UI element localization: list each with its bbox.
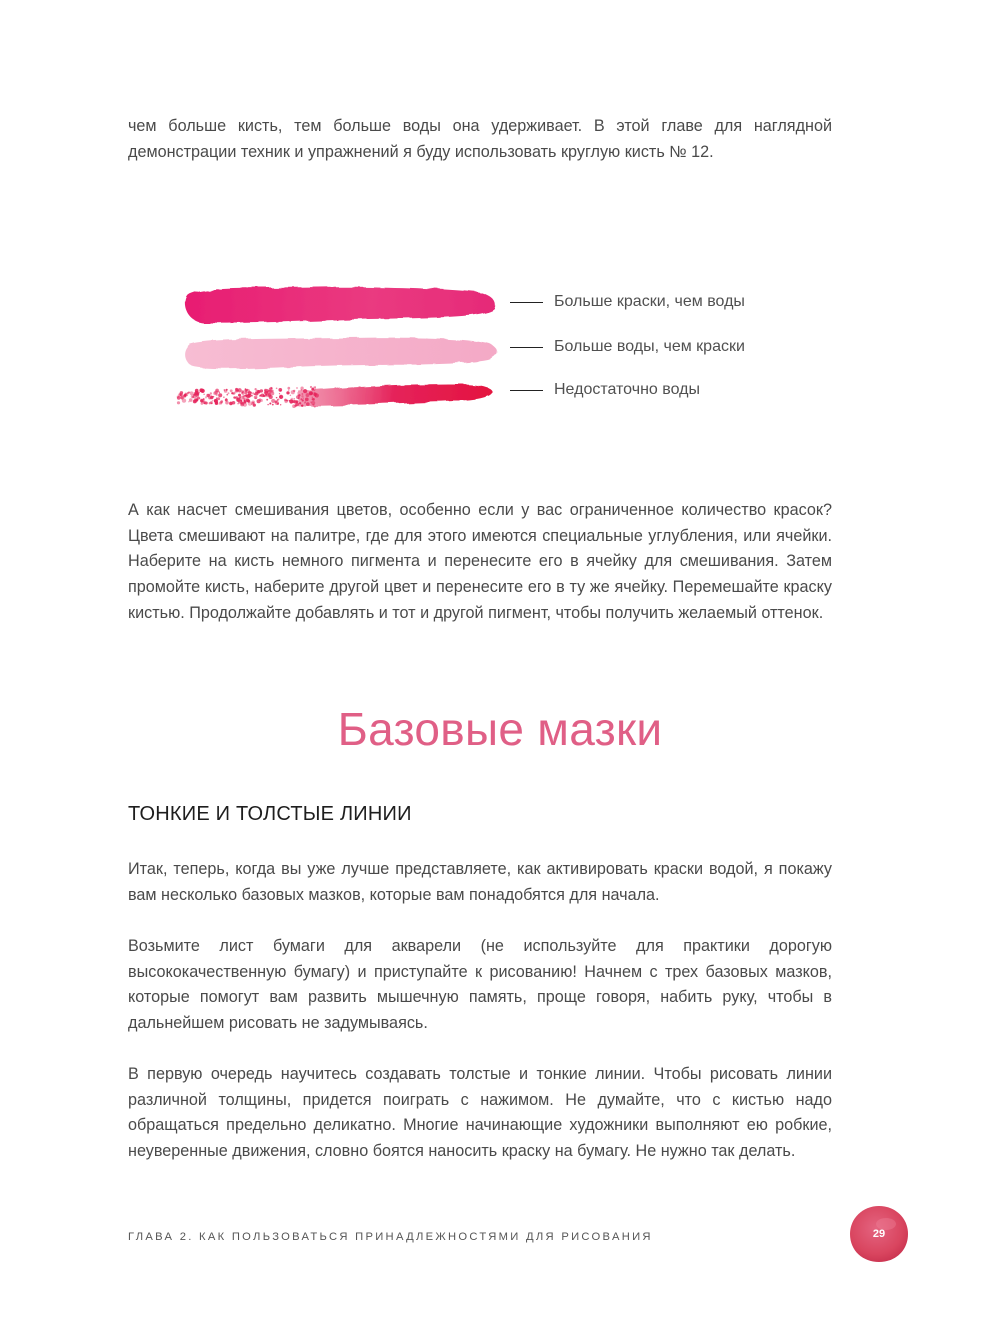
dry-brush-speck bbox=[232, 401, 236, 405]
leader-line-2 bbox=[510, 347, 543, 348]
dry-brush-speck bbox=[294, 398, 295, 399]
dry-brush-speck bbox=[253, 403, 256, 406]
page-number: 29 bbox=[872, 1228, 886, 1240]
dry-brush-speck bbox=[225, 401, 229, 405]
dry-brush-speck bbox=[230, 389, 233, 392]
dry-brush-speck bbox=[289, 399, 293, 403]
dry-brush-speck bbox=[232, 392, 235, 395]
dry-brush-speck bbox=[205, 401, 208, 404]
dry-brush-speck bbox=[314, 390, 316, 392]
dry-brush-speck bbox=[209, 402, 211, 404]
stroke-illustration bbox=[148, 198, 808, 470]
dry-brush-speck bbox=[267, 404, 268, 405]
dry-brush-speck bbox=[278, 388, 282, 392]
dry-brush-speck bbox=[301, 393, 303, 395]
dry-brush-speck bbox=[312, 398, 315, 401]
dry-brush-speck bbox=[214, 390, 218, 394]
dry-brush-speck bbox=[254, 395, 258, 399]
dry-brush-speck bbox=[300, 398, 302, 400]
paper-paragraph: Возьмите лист бумаги для акварели (не используйте для практики дорогую высококачественную бумагу) и приступайте к рисованию! Начнем с трех базовых мазков, которые помогут вам развить мышечную память, проще говоря, набить руку, чтобы в дальнейшем рисовать не задумываясь. bbox=[128, 937, 832, 1033]
dry-brush-speck bbox=[208, 395, 212, 399]
dry-brush-speck bbox=[277, 399, 278, 400]
dry-brush-speck bbox=[259, 395, 260, 396]
dry-brush-speck bbox=[245, 394, 248, 397]
footer-chapter-title: ГЛАВА 2. КАК ПОЛЬЗОВАТЬСЯ ПРИНАДЛЕЖНОСТЯМИ ДЛЯ РИСОВАНИЯ bbox=[128, 1231, 653, 1243]
section-title: Базовые мазки bbox=[337, 703, 663, 755]
dry-brush-speck bbox=[239, 397, 240, 398]
dry-brush-speck bbox=[226, 394, 227, 395]
dry-brush-speck bbox=[180, 394, 182, 396]
dry-brush-speck bbox=[306, 402, 310, 406]
label-not-enough-water: Недостаточно воды bbox=[554, 381, 700, 398]
dry-brush-speck bbox=[257, 390, 260, 393]
page-number-badge bbox=[848, 1204, 910, 1264]
color-mixing-paragraph: А как насчет смешивания цветов, особенно если у вас ограниченное количество красок? Цвета смешивают на палитре, где для этого имеются специальные углубления, или ячейки. Наберите на кисть немного пигмента и перенесите его в ячейку для смешивания. Затем промойте кисть, наберите другой цвет и перенесите его в ту же ячейку. Перемешайте краску кистью. Продолжайте добавлять и тот и другой пигмент, чтобы получить желаемый оттенок. bbox=[128, 501, 832, 622]
basic-strokes-paragraph: Итак, теперь, когда вы уже лучше представляете, как активировать краски водой, я покажу вам несколько базовых мазков, которые вам понадобятся для начала. bbox=[128, 860, 832, 904]
dry-brush-speck bbox=[306, 393, 310, 397]
dry-brush-speck bbox=[284, 399, 287, 402]
dry-brush-speck bbox=[287, 387, 290, 390]
stroke-more-water bbox=[185, 338, 498, 369]
dry-brush-speck bbox=[260, 399, 263, 402]
dry-brush-speck bbox=[310, 401, 312, 403]
dry-brush-speck bbox=[185, 393, 188, 396]
dry-brush-speck bbox=[315, 393, 319, 397]
stroke-not-enough-water bbox=[298, 384, 492, 406]
dry-brush-speck bbox=[304, 401, 306, 403]
dry-brush-speck bbox=[290, 395, 291, 396]
dry-brush-speck bbox=[301, 404, 303, 406]
dry-brush-speck bbox=[309, 392, 312, 395]
dry-brush-speck bbox=[235, 397, 237, 399]
intro-paragraph: чем больше кисть, тем больше воды она удерживает. В этой главе для наглядной демонстрации техник и упражнений я буду использовать круглую кисть № 12. bbox=[128, 117, 832, 161]
dry-brush-speck bbox=[288, 389, 290, 391]
dry-brush-speck bbox=[314, 406, 316, 408]
dry-brush-speck bbox=[199, 398, 201, 400]
dry-brush-speck bbox=[241, 402, 244, 405]
dry-brush-speck bbox=[299, 402, 301, 404]
dry-brush-speck bbox=[276, 387, 278, 389]
dry-brush-speck bbox=[286, 391, 289, 394]
label-more-paint: Больше краски, чем воды bbox=[554, 293, 745, 310]
dry-brush-speck bbox=[252, 402, 254, 404]
dry-brush-speck bbox=[233, 396, 235, 398]
dry-brush-speck bbox=[244, 389, 247, 392]
dry-brush-speck bbox=[310, 386, 312, 388]
thick-thin-lines-paragraph: В первую очередь научитесь создавать толстые и тонкие линии. Чтобы рисовать линии различной толщины, придется поиграть с нажимом. Не думайте, что с кистью надо обращаться предельно деликатно. Многие начинающие художники выполняют ею робкие, неуверенные движения, словно боятся наносить краску на бумагу. Не нужно так делать. bbox=[128, 1065, 832, 1161]
dry-brush-speck bbox=[254, 388, 256, 390]
dry-brush-speck bbox=[279, 395, 283, 399]
dry-brush-speck bbox=[226, 389, 228, 391]
dry-brush-speck bbox=[303, 389, 307, 393]
dry-brush-speck bbox=[227, 392, 229, 394]
dry-brush-speck bbox=[296, 387, 297, 388]
dry-brush-speck bbox=[238, 394, 241, 397]
dry-brush-speck bbox=[190, 391, 194, 395]
dry-brush-speck bbox=[177, 401, 180, 404]
dry-brush-speck bbox=[199, 388, 203, 392]
dry-brush-speck bbox=[276, 397, 278, 399]
dry-brush-speck bbox=[291, 390, 295, 394]
dry-brush-speck bbox=[219, 392, 220, 393]
brush-stroke-figure bbox=[148, 198, 808, 470]
dry-brush-speck bbox=[248, 401, 252, 405]
dry-brush-speck bbox=[266, 399, 268, 401]
dry-brush-speck bbox=[205, 396, 207, 398]
dry-brush-speck bbox=[188, 401, 189, 402]
dry-brush-speck bbox=[313, 392, 315, 394]
dry-brush-speck bbox=[295, 403, 299, 407]
dry-brush-speck bbox=[269, 403, 271, 405]
dry-brush-speck bbox=[218, 393, 222, 397]
dry-brush-speck bbox=[275, 400, 278, 403]
dry-brush-speck bbox=[312, 397, 313, 398]
dry-brush-speck bbox=[252, 392, 254, 394]
dry-brush-speck bbox=[296, 395, 300, 399]
dry-brush-speck bbox=[313, 404, 315, 406]
dry-brush-speck bbox=[219, 404, 220, 405]
dry-brush-speck bbox=[302, 398, 303, 399]
dry-brush-speck bbox=[235, 388, 238, 391]
dry-brush-speck bbox=[223, 396, 224, 397]
dry-brush-speck bbox=[193, 400, 197, 404]
dry-brush-speck bbox=[182, 398, 186, 402]
dry-brush-speck bbox=[272, 404, 274, 406]
dry-brush-speck bbox=[237, 403, 239, 405]
dry-brush-speck bbox=[211, 402, 213, 404]
leader-line-3 bbox=[510, 390, 543, 391]
dry-brush-speck bbox=[220, 400, 223, 403]
leader-line-1 bbox=[510, 302, 543, 303]
dry-brush-speck bbox=[217, 397, 220, 400]
dry-brush-speck bbox=[311, 388, 314, 391]
dry-brush-speck bbox=[236, 398, 240, 402]
dry-brush-speck bbox=[305, 398, 309, 402]
dry-brush-speck bbox=[301, 389, 303, 391]
dry-brush-speck bbox=[203, 394, 204, 395]
dry-brush-speck bbox=[267, 390, 271, 394]
dry-brush-speck bbox=[189, 398, 193, 402]
dry-brush-speck bbox=[188, 391, 190, 393]
subsection-title: ТОНКИЕ И ТОЛСТЫЕ ЛИНИИ bbox=[128, 803, 412, 825]
dry-brush-speck bbox=[315, 396, 316, 397]
dry-brush-speck bbox=[271, 399, 275, 403]
dry-brush-speck bbox=[195, 391, 199, 395]
dry-brush-speck bbox=[212, 400, 214, 402]
dry-brush-speck bbox=[280, 404, 281, 405]
label-more-water: Больше воды, чем краски bbox=[554, 338, 745, 355]
dry-brush-speck bbox=[214, 400, 218, 404]
dry-brush-speck bbox=[270, 387, 273, 390]
dry-brush-speck bbox=[243, 398, 246, 401]
dry-brush-speck bbox=[301, 395, 303, 397]
dry-brush-speck bbox=[241, 392, 243, 394]
dry-brush-speck bbox=[279, 393, 280, 394]
stroke-more-paint bbox=[185, 287, 495, 323]
dry-brush-speck bbox=[251, 395, 253, 397]
dry-brush-speck bbox=[201, 402, 204, 405]
